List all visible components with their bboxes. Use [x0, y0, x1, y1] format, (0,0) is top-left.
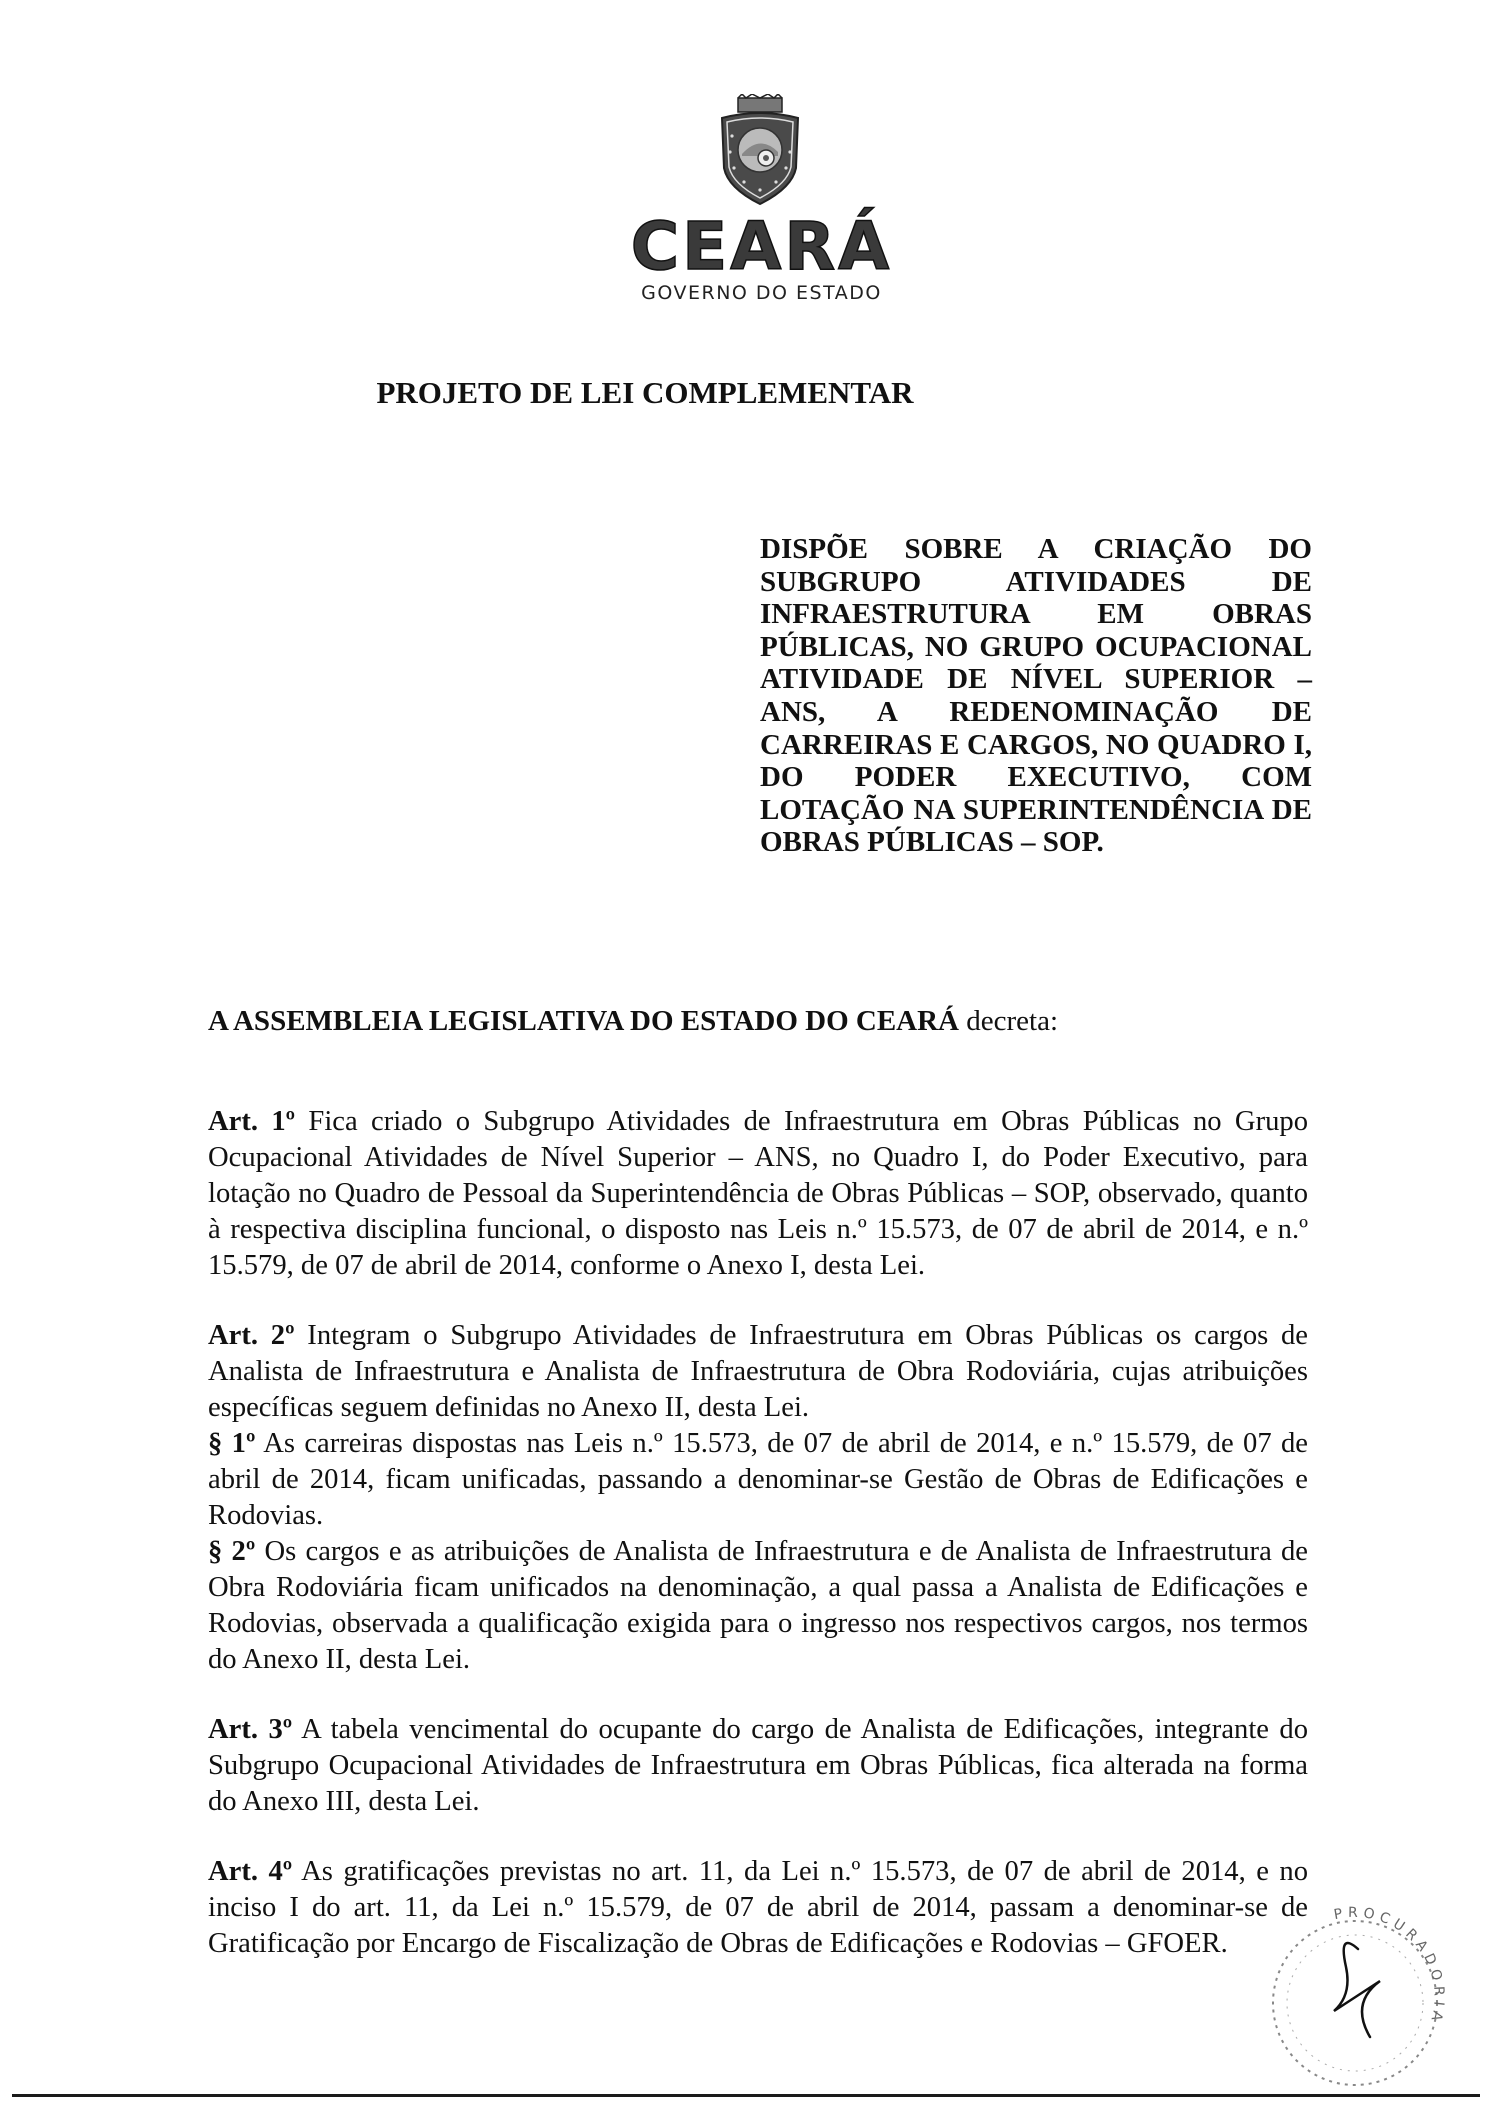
state-coat-of-arms-icon — [716, 94, 804, 206]
article-2-paragraph-2 — [208, 1534, 1308, 1678]
paragraph-text: Os cargos e as atribuições de Analista de Infraestrutura e de Analista de Infraestrutura de Obra Rodoviária ficam unificados na denominação, a qual passa a Analista de Edificações e Rodovias, observada a qualificação exigida para o ingresso nos respectivos cargos, nos termos do Anexo II, desta Lei. — [208, 1536, 1308, 1675]
footer-divider — [12, 2094, 1480, 2097]
svg-text:PROCURADORIA — [1333, 1905, 1447, 2027]
paragraph-label: § 2º — [208, 1536, 256, 1567]
official-seal-icon — [1230, 1905, 1480, 2095]
article-text: As gratificações previstas no art. 11, da Lei n.º 15.573, de 07 de abril de 2014, e no inciso I do art. 11, da Lei n.º 15.579, de 07 de abril de 2014, passam a denominar-se de Gratificação por Encargo de Fiscalização de Obras de Edificações e Rodovias – GFOER. — [208, 1856, 1308, 1959]
paragraph-label: § 1º — [208, 1428, 256, 1459]
article-2 — [208, 1318, 1308, 1678]
brand-name: CEARÁ — [630, 208, 893, 285]
enacting-clause — [208, 1003, 1308, 1039]
document-title: PROJETO DE LEI COMPLEMENTAR — [376, 375, 914, 410]
article-label: Art. 1º — [208, 1106, 296, 1137]
signature-initials-icon — [1334, 1943, 1380, 2037]
brand-subtitle: GOVERNO DO ESTADO — [641, 282, 882, 304]
document-body — [208, 1003, 1308, 1996]
article-1 — [208, 1104, 1308, 1284]
enacting-authority: A ASSEMBLEIA LEGISLATIVA DO ESTADO DO CEARÁ — [208, 1005, 959, 1037]
document-summary: DISPÕE SOBRE A CRIAÇÃO DO SUBGRUPO ATIVIDADES DE INFRAESTRUTURA EM OBRAS PÚBLICAS, NO GRUPO OCUPACIONAL ATIVIDADE DE NÍVEL SUPERIOR – ANS, A REDENOMINAÇÃO DE CARREIRAS E CARGOS, NO QUADRO I, DO PODER EXECUTIVO, COM LOTAÇÃO NA SUPERINTENDÊNCIA DE OBRAS PÚBLICAS – SOP. — [760, 533, 1312, 859]
article-text: Fica criado o Subgrupo Atividades de Infraestrutura em Obras Públicas no Grupo Ocupacional Atividades de Nível Superior – ANS, no Quadro I, do Poder Executivo, para lotação no Quadro de Pessoal da Superintendência de Obras Públicas – SOP, observado, quanto à respectiva disciplina funcional, o disposto nas Leis n.º 15.573, de 07 de abril de 2014, e n.º 15.579, de 07 de abril de 2014, conforme o Anexo I, desta Lei. — [208, 1106, 1308, 1281]
paragraph-text: As carreiras dispostas nas Leis n.º 15.573, de 07 de abril de 2014, e n.º 15.579, de 07 de abril de 2014, ficam unificadas, passando a denominar-se Gestão de Obras de Edificações e Rodovias. — [208, 1428, 1308, 1531]
article-text: Integram o Subgrupo Atividades de Infraestrutura em Obras Públicas os cargos de Analista de Infraestrutura e Analista de Infraestrutura de Obra Rodoviária, cujas atribuições específicas seguem definidas no Anexo II, desta Lei. — [208, 1320, 1308, 1423]
article-3 — [208, 1712, 1308, 1820]
enacting-verb: decreta: — [959, 1005, 1059, 1037]
article-label: Art. 3º — [208, 1714, 293, 1745]
article-label: Art. 2º — [208, 1320, 295, 1351]
seal-text: PROCURADORIA — [1332, 1905, 1447, 2028]
article-2-paragraph-1 — [208, 1426, 1308, 1534]
crown — [738, 94, 782, 112]
article-4 — [208, 1854, 1308, 1962]
article-label: Art. 4º — [208, 1856, 293, 1887]
article-text: A tabela vencimental do ocupante do cargo de Analista de Edificações, integrante do Subgrupo Ocupacional Atividades de Infraestrutura em Obras Públicas, fica alterada na forma do Anexo III, desta Lei. — [208, 1714, 1308, 1817]
